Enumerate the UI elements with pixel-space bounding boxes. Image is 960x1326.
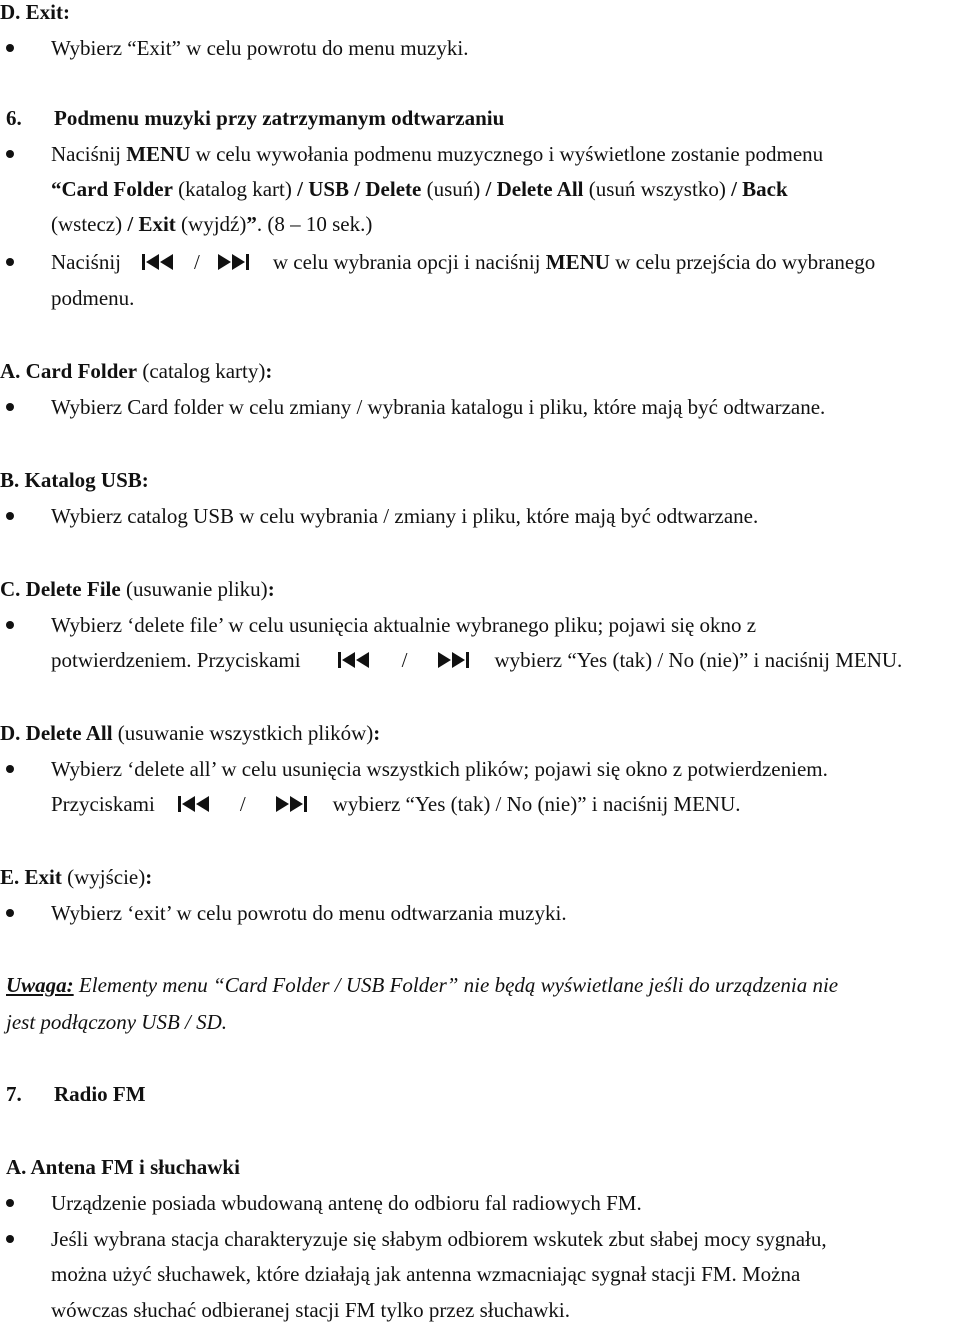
text-span: / USB / Delete bbox=[297, 177, 422, 201]
text-span: w celu wybrania opcji i naciśnij bbox=[272, 250, 546, 274]
bullet bbox=[6, 765, 14, 773]
bullet bbox=[6, 1235, 14, 1243]
text-line: Wybierz Card folder w celu zmiany / wybrania katalogu i pliku, które mają być odtwarzane. bbox=[51, 395, 826, 419]
bullet bbox=[6, 1199, 14, 1207]
text-span: Elementy menu “Card Folder / USB Folder” nie będą wyświetlane jeśli do urządzenia nie bbox=[73, 973, 839, 997]
section-title: Podmenu muzyki przy zatrzymanym odtwarzaniu bbox=[54, 106, 505, 130]
section-number: 6. bbox=[6, 106, 22, 130]
text-span: (wstecz) bbox=[51, 212, 128, 236]
section-number: 7. bbox=[6, 1082, 22, 1106]
text-span: (wyjdź) bbox=[175, 212, 247, 236]
skip-next-icon bbox=[216, 252, 250, 272]
bullet bbox=[6, 621, 14, 629]
text-span: MENU bbox=[545, 250, 610, 274]
text-span: Przyciskami bbox=[51, 792, 155, 816]
text-span: (usuń wszystko) bbox=[583, 177, 732, 201]
note-line: jest podłączony USB / SD. bbox=[6, 1010, 228, 1034]
slash-separator: / bbox=[193, 250, 200, 274]
section-6-heading bbox=[6, 106, 504, 130]
text-span: : bbox=[265, 359, 273, 383]
text-span: : bbox=[373, 721, 381, 745]
text-line bbox=[51, 792, 741, 816]
text-span: w celu przejścia do wybranego bbox=[609, 250, 876, 274]
text-span: D. Delete All bbox=[0, 721, 113, 745]
section-heading-a-card-folder bbox=[0, 359, 272, 383]
text-line bbox=[51, 648, 902, 672]
bullet bbox=[6, 512, 14, 520]
section-7-heading bbox=[6, 1082, 146, 1106]
text-span: (catalog karty) bbox=[137, 359, 266, 383]
text-span: E. Exit bbox=[0, 865, 62, 889]
skip-previous-icon bbox=[337, 650, 371, 670]
text-line: wówczas słuchać odbieranej stacji FM tylko przez słuchawki. bbox=[51, 1298, 571, 1322]
text-span: (usuwanie wszystkich plików) bbox=[112, 721, 374, 745]
section-heading-e-exit bbox=[0, 865, 152, 889]
text-span: C. Delete File bbox=[0, 577, 121, 601]
text-span: w celu wywołania podmenu muzycznego i wyświetlone zostanie podmenu bbox=[190, 142, 824, 166]
skip-next-icon bbox=[274, 794, 308, 814]
section-heading-c-delete-file bbox=[0, 577, 275, 601]
text-line: Wybierz “Exit” w celu powrotu do menu muzyki. bbox=[51, 36, 469, 60]
slash-separator: / bbox=[239, 792, 246, 816]
text-line: Wybierz ‘delete all’ w celu usunięcia wszystkich plików; pojawi się okno z potwierdzeniem. bbox=[51, 757, 828, 781]
text-line bbox=[51, 250, 875, 274]
text-span: MENU bbox=[126, 142, 191, 166]
text-span: : bbox=[267, 577, 275, 601]
section-heading-d-delete-all bbox=[0, 721, 380, 745]
text-line: Urządzenie posiada wbudowaną antenę do odbioru fal radiowych FM. bbox=[51, 1191, 642, 1215]
text-line: Jeśli wybrana stacja charakteryzuje się słabym odbiorem wskutek zbut słabej mocy sygnału, bbox=[51, 1227, 827, 1251]
section-heading-d-exit: D. Exit: bbox=[0, 0, 70, 24]
text-span: : bbox=[145, 865, 153, 889]
text-span: Naciśnij bbox=[51, 142, 127, 166]
bullet bbox=[6, 258, 14, 266]
section-heading-b-usb: B. Katalog USB: bbox=[0, 468, 149, 492]
bullet bbox=[6, 44, 14, 52]
section-heading-antenna: A. Antena FM i słuchawki bbox=[6, 1155, 240, 1179]
note-label: Uwaga: bbox=[6, 973, 74, 997]
text-line bbox=[51, 177, 788, 201]
text-span: (wyjście) bbox=[61, 865, 146, 889]
text-span: ” bbox=[246, 212, 257, 236]
text-line: podmenu. bbox=[51, 286, 135, 310]
text-line: Wybierz ‘delete file’ w celu usunięcia aktualnie wybranego pliku; pojawi się okno z bbox=[51, 613, 757, 637]
text-span: A. Card Folder bbox=[0, 359, 138, 383]
text-span: “Card Folder bbox=[51, 177, 173, 201]
text-span: wybierz “Yes (tak) / No (nie)” i naciśnij MENU. bbox=[332, 792, 741, 816]
text-span: (katalog kart) bbox=[172, 177, 298, 201]
skip-next-icon bbox=[436, 650, 470, 670]
text-span: (usuń) bbox=[421, 177, 486, 201]
text-span: . (8 – 10 sek.) bbox=[256, 212, 373, 236]
bullet bbox=[6, 403, 14, 411]
text-span: / Back bbox=[731, 177, 788, 201]
text-span: potwierdzeniem. Przyciskami bbox=[51, 648, 301, 672]
text-line bbox=[51, 142, 823, 166]
text-span: Naciśnij bbox=[51, 250, 121, 274]
section-title: Radio FM bbox=[54, 1082, 146, 1106]
note bbox=[6, 973, 838, 997]
text-span: (usuwanie pliku) bbox=[120, 577, 268, 601]
text-line bbox=[51, 212, 372, 236]
slash-separator: / bbox=[401, 648, 408, 672]
bullet bbox=[6, 150, 14, 158]
text-span: wybierz “Yes (tak) / No (nie)” i naciśnij MENU. bbox=[494, 648, 903, 672]
bullet bbox=[6, 909, 14, 917]
skip-previous-icon bbox=[177, 794, 211, 814]
text-line: można użyć słuchawek, które działają jak antenna wzmacniając sygnał stacji FM. Można bbox=[51, 1262, 801, 1286]
skip-previous-icon bbox=[141, 252, 175, 272]
text-line: Wybierz catalog USB w celu wybrania / zmiany i pliku, które mają być odtwarzane. bbox=[51, 504, 759, 528]
text-span: / Delete All bbox=[485, 177, 584, 201]
text-line: Wybierz ‘exit’ w celu powrotu do menu odtwarzania muzyki. bbox=[51, 901, 567, 925]
text-span: / Exit bbox=[127, 212, 176, 236]
